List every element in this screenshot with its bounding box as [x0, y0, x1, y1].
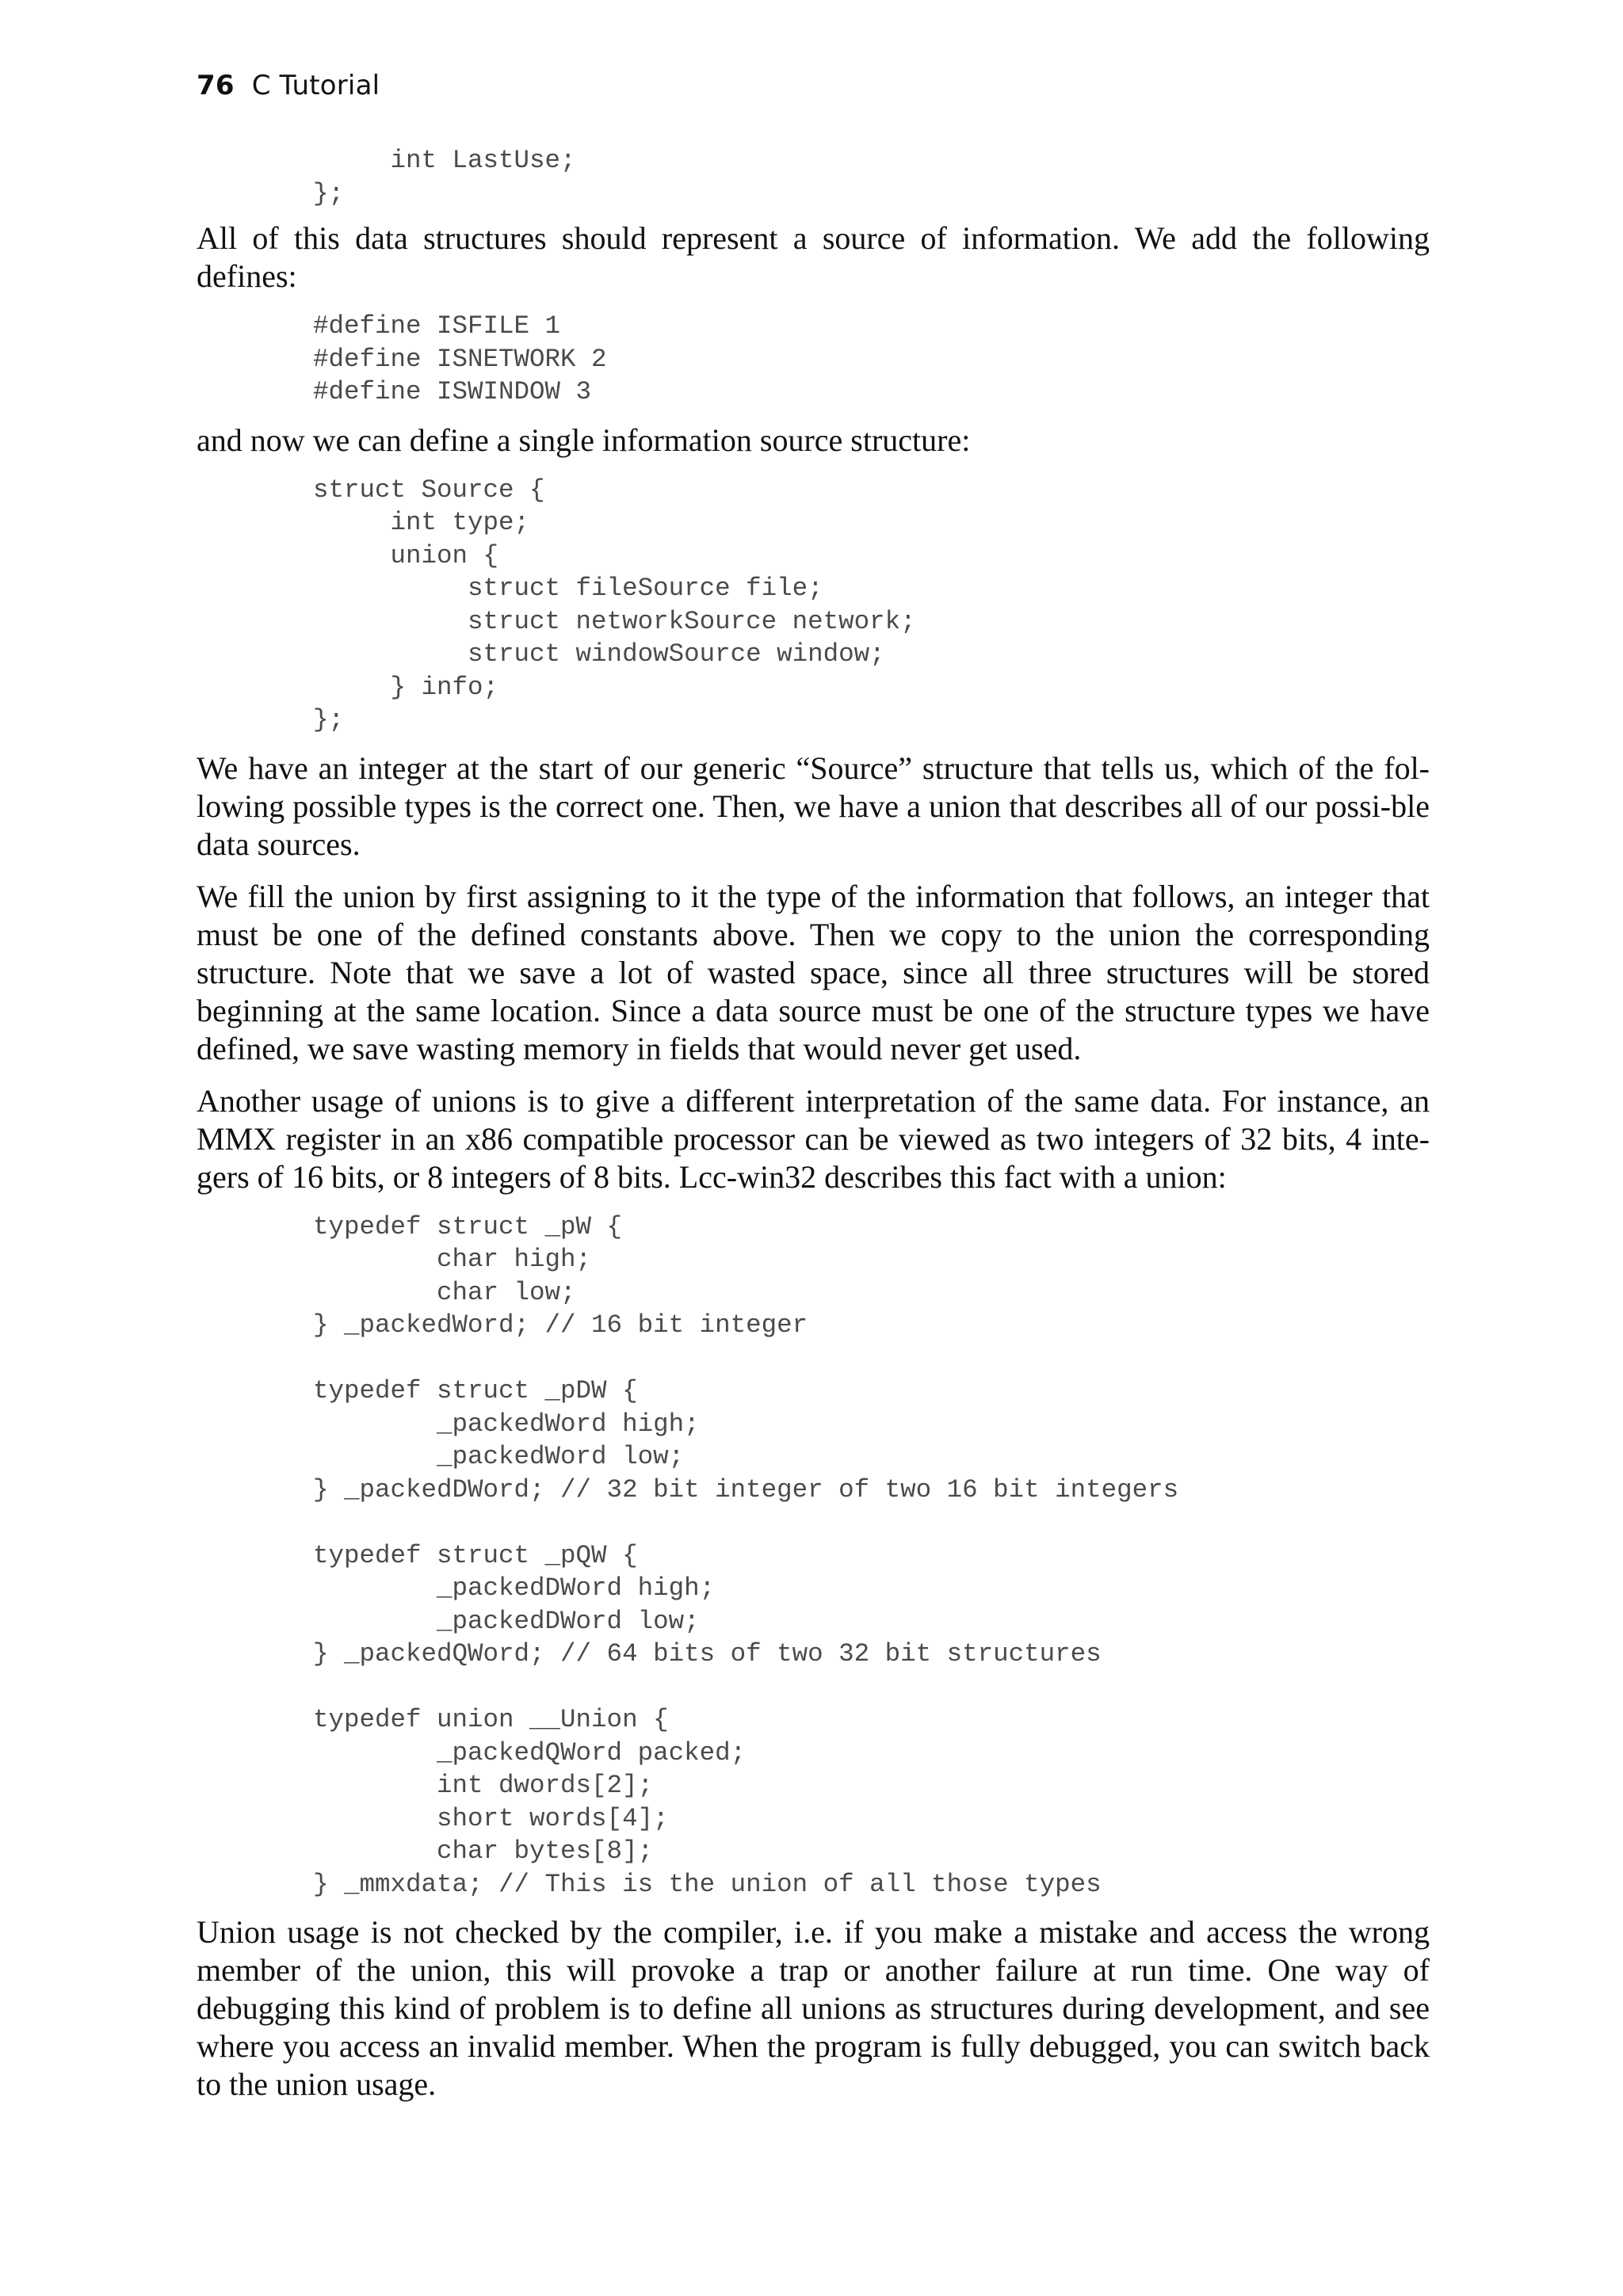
paragraph-union-usage: Union usage is not checked by the compiler, i.e. if you make a mistake and access the wrong member of the union, this will provoke a trap or another failure at run time. One way of debugging this kind of problem is to define all unions as structures during development, and see where you access an invalid member. When the program is fully debugged, you can switch back to the union usage. [197, 1914, 1430, 2102]
paragraph-fill-union: We fill the union by first assigning to it the type of the information that follows, an integer that must be one of the defined constants above. Then we copy to the union the corresponding structure. Note that we save a lot of wasted space, since all three structures will be stored beginning at the same location. Since a data source must be one of the structure types we have defined, we save wasting memory in fields that would never get used. [197, 878, 1430, 1066]
running-header [197, 70, 380, 101]
code-block-source-struct: struct Source { int type; union { struct fileSource file; struct networkSource network; struct windowSource window; } info; }; [313, 475, 916, 734]
page-body [197, 144, 1430, 2118]
running-title: C Tutorial [251, 70, 380, 101]
code-block-defines: #define ISFILE 1 #define ISNETWORK 2 #define ISWINDOW 3 [313, 311, 607, 406]
page-number: 76 [197, 70, 235, 101]
code-block-lastuse: int LastUse; }; [313, 146, 576, 208]
paragraph-integer-type: We have an integer at the start of our generic “Source” structure that tells us, which of the fol-lowing possible types is the correct one. Then, we have a union that describes all of our possi-ble data sources. [197, 749, 1430, 862]
paragraph-mmx-register: Another usage of unions is to give a different interpretation of the same data. For instance, an MMX register in an x86 compatible processor can be viewed as two integers of 32 bits, 4 inte-gers of 16 bits, or 8 integers of 8 bits. Lcc-win32 describes this fact with a union: [197, 1082, 1430, 1195]
code-block-mmx-union: typedef struct _pW { char high; char low; } _packedWord; // 16 bit integer typedef struct _pDW { _packedWord high; _packedWord low; } _packedDWord; // 32 bit integer of two 16 bit integers typedef struct _pQW { _packedDWord high; _packedDWord low; } _packedQWord; // 64 bits of two 32 bit structures typedef union __Union { _packedQWord packed; int dwords[2]; short words[4]; char bytes[8]; } _mmxdata; // This is the union of all those types [313, 1211, 1179, 1899]
paragraph-single-source: and now we can define a single information source structure: [197, 421, 971, 458]
paragraph-data-structures: All of this data structures should represent a source of information. We add the following defines: [197, 220, 1430, 294]
